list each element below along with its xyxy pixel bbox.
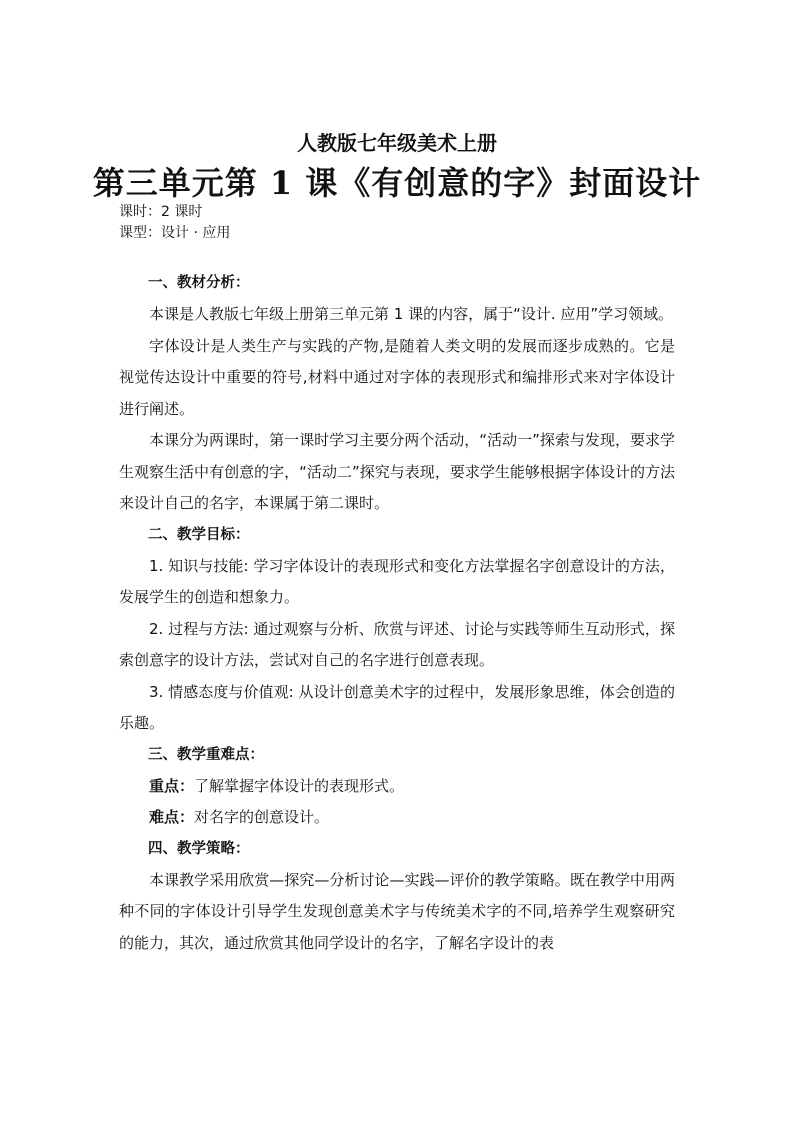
difficulty-line — [119, 802, 675, 834]
key-point-label: 重点： — [149, 776, 195, 795]
lesson-type: 课型：设计 · 应用 — [119, 225, 231, 241]
objective-paragraph: 3. 情感态度与价值观: 从设计创意美术字的过程中，发展形象思维，体会创造的乐趣。 — [119, 682, 675, 732]
document-body — [119, 268, 675, 959]
document-title: 第三单元第 1 课《有创意的字》封面设计 — [92, 164, 702, 202]
section-heading-analysis: 一、教材分析： — [148, 275, 250, 291]
analysis-paragraph: 字体设计是人类生产与实践的产物,是随着人类文明的发展而逐步成熟的。它是视觉传达设计中重要的符号,材料中通过对字体的表现形式和编排形式来对字体设计进行阐述。 — [119, 336, 675, 418]
key-point-text: 了解掌握字体设计的表现形式。 — [194, 776, 405, 795]
analysis-paragraph: 本课分为两课时，第一课时学习主要分两个活动，“活动一”探索与发现，要求学生观察生活中有创意的字，“活动二”探究与表现，要求学生能够根据字体设计的方法来设计自己的名字，本课属于第二课时。 — [119, 431, 675, 512]
analysis-paragraph: 本课是人教版七年级上册第三单元第 1 课的内容，属于“设计. 应用”学习领域。 — [149, 305, 674, 323]
section-heading-strategy: 四、教学策略： — [148, 840, 250, 857]
objective-paragraph: 1. 知识与技能: 学习字体设计的表现形式和变化方法掌握名字创意设计的方法，发展学生的创造和想象力。 — [119, 556, 675, 606]
section-heading-objectives: 二、教学目标： — [148, 526, 250, 543]
difficulty-label: 难点： — [149, 808, 195, 826]
section-heading-key-points: 三、教学重难点： — [148, 746, 264, 763]
lesson-hours: 课时：2 课时 — [119, 204, 203, 220]
key-point-line — [119, 771, 675, 803]
difficulty-text: 对名字的创意设计。 — [194, 808, 330, 826]
document-subtitle: 人教版七年级美术上册 — [297, 131, 497, 155]
strategy-paragraph: 本课教学采用欣赏—探究—分析讨论—实践—评价的教学策略。既在教学中用两种不同的字体设计引导学生发现创意美术字与传统美术字的不同,培养学生观察研究的能力，其次，通过欣赏其他同学设计的名字，了解名字设计的表 — [119, 870, 675, 952]
objective-paragraph: 2. 过程与方法: 通过观察与分析、欣赏与评述、讨论与实践等师生互动形式，探索创意字的设计方法，尝试对自己的名字进行创意表现。 — [119, 619, 675, 669]
